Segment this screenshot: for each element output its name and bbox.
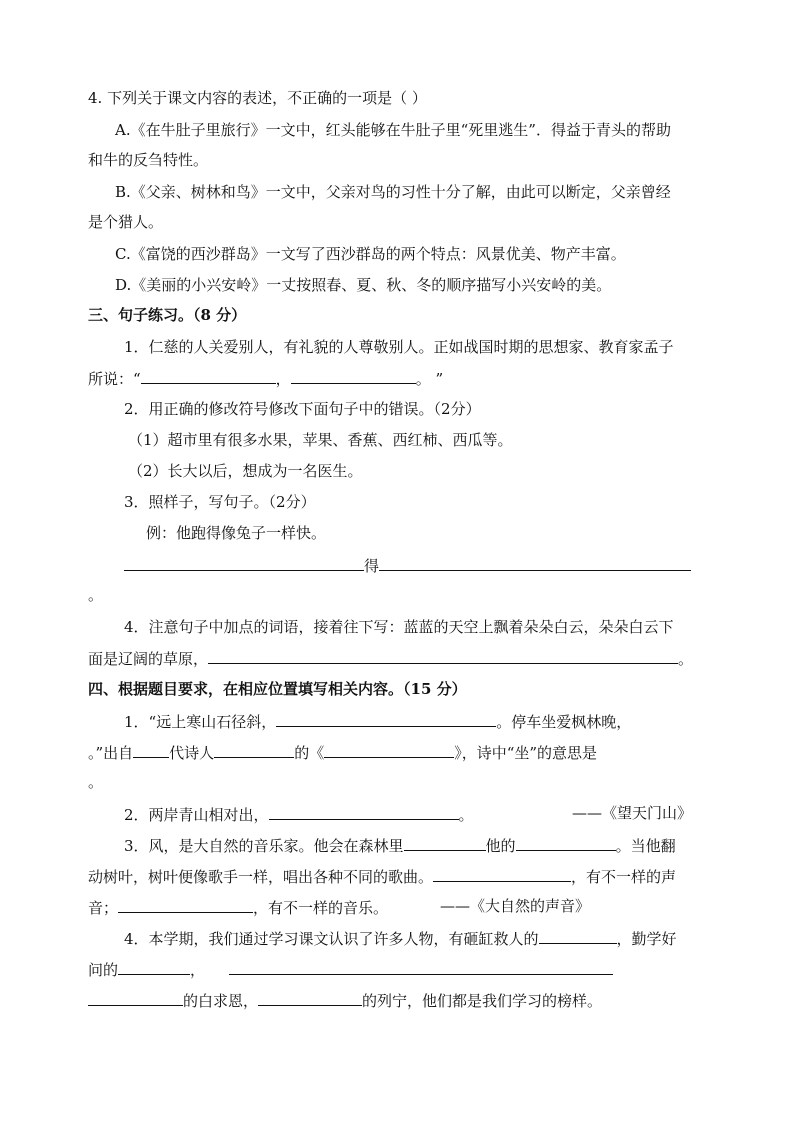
- s4-q3-line1: [124, 834, 676, 856]
- s3-q3: 3．照样子，写句子。（2分）: [124, 493, 316, 511]
- answer-blank[interactable]: [324, 741, 454, 758]
- answer-blank[interactable]: [88, 989, 183, 1006]
- answer-blank[interactable]: [133, 741, 169, 758]
- q4-stem: 4. 下列关于课文内容的表述，不正确的一项是（ ）: [88, 89, 427, 107]
- s4-q1-prefix: 1．“远上寒山石径斜，: [124, 713, 277, 731]
- answer-blank[interactable]: [124, 554, 364, 571]
- option-a-line2: 和牛的反刍特性。: [88, 151, 209, 169]
- answer-blank[interactable]: [539, 927, 617, 944]
- s3-q1-line1: 1．仁慈的人关爱别人，有礼貌的人尊敬别人。正如战国时期的思想家、教育家孟子: [124, 338, 674, 356]
- answer-blank[interactable]: [433, 865, 571, 882]
- s4-q1-line1: [124, 710, 631, 732]
- answer-blank[interactable]: [118, 896, 253, 913]
- answer-blank[interactable]: [269, 803, 459, 820]
- option-c: C.《富饶的西沙群岛》一文写了西沙群岛的两个特点：风景优美、物产丰富。: [115, 245, 626, 263]
- option-b-line1: B.《父亲、树林和鸟》一文中，父亲对鸟的习性十分了解，由此可以断定，父亲曾经: [115, 183, 671, 201]
- s4-q1-line3: 。: [88, 773, 104, 791]
- answer-blank[interactable]: [276, 710, 496, 727]
- s3-q3-answer-line: [124, 554, 691, 576]
- s4-q3-b: 他的: [485, 837, 516, 855]
- s4-q3-c: 。当他翻: [615, 837, 676, 855]
- s4-q3-line3: [88, 896, 388, 918]
- s4-q4-b: ，勤学好: [616, 930, 677, 948]
- section-3-heading: 三、句子练习。（8 分）: [88, 306, 247, 324]
- s4-q2: [124, 803, 474, 825]
- s4-q4-a: 4．本学期，我们通过学习课文认识了许多人物，有砸缸救人的: [124, 930, 539, 948]
- answer-blank[interactable]: [214, 741, 294, 758]
- s4-q1-a: 。”出自: [88, 744, 134, 762]
- option-b-line2: 是个猎人。: [88, 213, 164, 231]
- s4-q1-line2: [88, 741, 597, 763]
- s4-q3-line2: [88, 865, 676, 887]
- option-a-line1: A.《在牛肚子里旅行》一文中，红头能够在牛肚子里“死里逃生”．得益于青头的帮助: [115, 121, 671, 139]
- s3-q3-period: 。: [88, 586, 104, 604]
- s4-q4-f: 的列宁，他们都是我们学习的榜样。: [362, 992, 603, 1010]
- answer-blank[interactable]: [516, 834, 616, 851]
- answer-blank[interactable]: [229, 958, 613, 975]
- s3-q1-prefix: 所说：“: [88, 370, 141, 388]
- s4-q1-suffix: 。停车坐爱枫林晚，: [496, 713, 632, 731]
- s3-q4-end: 。: [678, 650, 694, 668]
- section-4-heading: 四、根据题目要求，在相应位置填写相关内容。（15 分）: [88, 680, 467, 698]
- s4-q1-c: 的《: [294, 744, 325, 762]
- s4-q4-line3: [88, 989, 602, 1011]
- s3-q2-sentence2: （2）长大以后，想成为一名医生。: [128, 462, 363, 480]
- s3-q4-prefix: 面是辽阔的草原，: [88, 650, 209, 668]
- s4-q3-a: 3．风，是大自然的音乐家。他会在森林里: [124, 837, 404, 855]
- answer-blank[interactable]: [258, 989, 362, 1006]
- s3-q2: 2．用正确的修改符号修改下面句子中的错误。（2分）: [124, 400, 481, 418]
- s3-q1-end: 。 ”: [415, 370, 444, 388]
- s4-q4-e: 的白求恩，: [183, 992, 259, 1010]
- s4-q2-period: 。: [458, 806, 474, 824]
- s3-q4-line1: 4．注意句子中加点的词语，接着往下写：蓝蓝的天空上飘着朵朵白云，朵朵白云下: [124, 618, 674, 636]
- s3-q4-line2: [88, 647, 693, 669]
- option-d: D.《美丽的小兴安岭》一丈按照春、夏、秋、冬的顺序描写小兴安岭的美。: [115, 276, 612, 294]
- s4-q2-prefix: 2．两岸青山相对出，: [124, 806, 269, 824]
- answer-blank[interactable]: [379, 554, 691, 571]
- s4-q4-d: ，: [190, 961, 206, 979]
- answer-blank[interactable]: [208, 647, 678, 664]
- s3-q2-sentence1: （1）超市里有很多水果，苹果、香蕉、西红柿、西瓜等。: [128, 431, 513, 449]
- s3-q3-de: 得: [364, 557, 380, 575]
- s4-q2-source: ——《望天门山》: [572, 804, 693, 822]
- s4-q3-g: ，有不一样的音乐。: [253, 899, 389, 917]
- s4-q4-c: 问的: [88, 961, 119, 979]
- s4-q3-f: 音；: [88, 899, 119, 917]
- s4-q3-d: 动树叶，树叶便像歌手一样，唱出各种不同的歌曲。: [88, 868, 434, 886]
- s3-q3-example: 例：他跑得像兔子一样快。: [146, 524, 327, 542]
- answer-blank[interactable]: [291, 367, 416, 384]
- answer-blank[interactable]: [404, 834, 486, 851]
- s3-q1-comma: ，: [275, 370, 291, 388]
- s4-q1-b: 代诗人: [169, 744, 215, 762]
- answer-blank[interactable]: [118, 958, 190, 975]
- s4-q1-d: 》，诗中“坐”的意思是: [454, 744, 598, 762]
- s4-q3-e: ，有不一样的声: [571, 868, 677, 886]
- s4-q3-source: ——《大自然的声音》: [440, 897, 591, 915]
- s4-q4-line2: [88, 958, 613, 980]
- s4-q4-line1: [124, 927, 677, 949]
- answer-blank[interactable]: [141, 367, 276, 384]
- s3-q1-line2: [88, 367, 443, 389]
